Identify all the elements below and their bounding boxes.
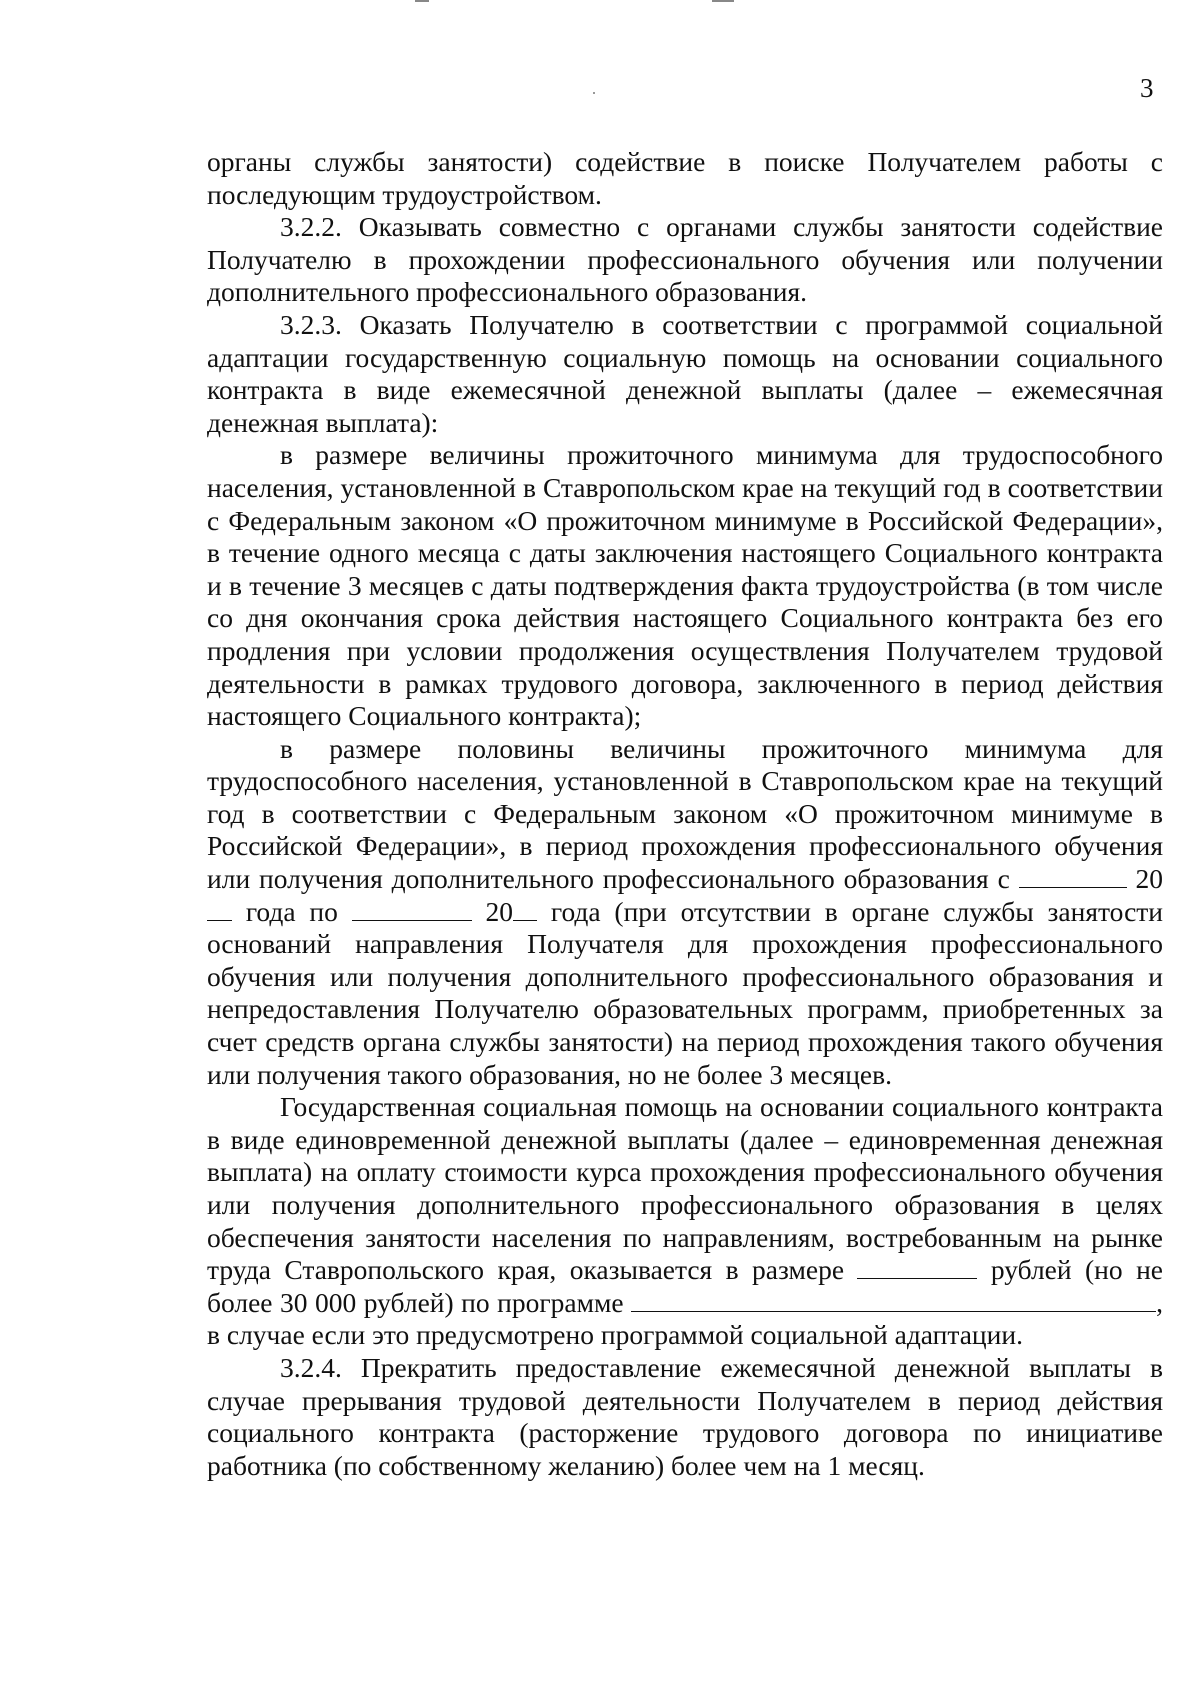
clause-3-2-2: 3.2.2. Оказывать совместно с органами службы занятости содействие Получателю в прохождении профессионального обучения или получении дополнительного профессионального образования. [207,211,1163,308]
text-segment: 20 [471,895,514,927]
blank-program-field[interactable] [631,1289,1156,1312]
blank-start-date-field[interactable] [1019,865,1127,888]
text-segment: Государственная социальная помощь на основании социального контракта в виде единовременной денежной выплаты (далее – единовременная денежная выплата) на оплату стоимости курса прохождения профессионального обучения или получения дополнительного профессионального образования в целях обеспечения занятости населения по направлениям, востребованным на рынке труда Ставропольского края, оказывается в размере [207,1091,1163,1286]
paragraph-lump-sum [207,1091,1163,1352]
paragraph-half-minimum [207,733,1163,1092]
clause-3-2-3: 3.2.3. Оказать Получателю в соответствии с программой социальной адаптации государственную социальную помощь на основании социального контракта в виде ежемесячной денежной выплаты (далее – ежемесячная денежная выплата): [207,308,1163,438]
text-segment: года по [232,895,352,927]
page-number: 3 [1140,73,1154,103]
scan-artifact-mark [712,0,734,2]
blank-end-year-field[interactable] [513,898,537,921]
text-segment: 20 [1126,863,1164,895]
blank-amount-field[interactable] [857,1256,977,1279]
blank-end-date-field[interactable] [352,898,472,921]
text-segment: рублей (но не более 30 000 рублей) по программе [207,1254,1163,1318]
paragraph-full-minimum: в размере величины прожиточного минимума для трудоспособного населения, установленной в Ставропольском крае на текущий год в соответствии с Федеральным законом «О прожиточном минимуме в Российской Федерации», в течение одного месяца с даты заключения настоящего Социального контракта и в течение 3 месяцев с даты подтверждения факта трудоустройства (в том числе со дня окончания срока действия настоящего Социального контракта без его продления при условии продолжения осуществления Получателем трудовой деятельности в рамках трудового договора, заключенного в период действия настоящего Социального контракта); [207,439,1163,732]
text-segment: года (при отсутствии в органе службы занятости оснований направления Получателя для прохождения профессионального обучения или получения дополнительного профессионального образования и непредоставления Получателю образовательных программ, приобретенных за счет средств органа службы занятости) на период прохождения такого обучения или получения такого образования, но не более 3 месяцев. [207,895,1164,1090]
paragraph-continuation: органы службы занятости) содействие в поиске Получателем работы с последующим трудоустройством. [207,146,1163,210]
document-body [207,146,1163,1482]
text-segment: в размере половины величины прожиточного минимума для трудоспособного населения, установленной в Ставропольском крае на текущий год в соответствии с Федеральным законом «О прожиточном минимуме в Российской Федерации», в период прохождения профессионального обучения или получения дополнительного профессионального образования с [207,732,1163,895]
scan-artifact-mark [415,0,429,2]
blank-start-year-field[interactable] [207,898,232,921]
text-segment: , в случае если это предусмотрено программой социальной адаптации. [207,1286,1163,1351]
scan-artifact-dot [593,92,595,94]
clause-3-2-4: 3.2.4. Прекратить предоставление ежемесячной денежной выплаты в случае прерывания трудовой деятельности Получателем в период действия социального контракта (расторжение трудового договора по инициативе работника (по собственному желанию) более чем на 1 месяц. [207,1351,1163,1481]
